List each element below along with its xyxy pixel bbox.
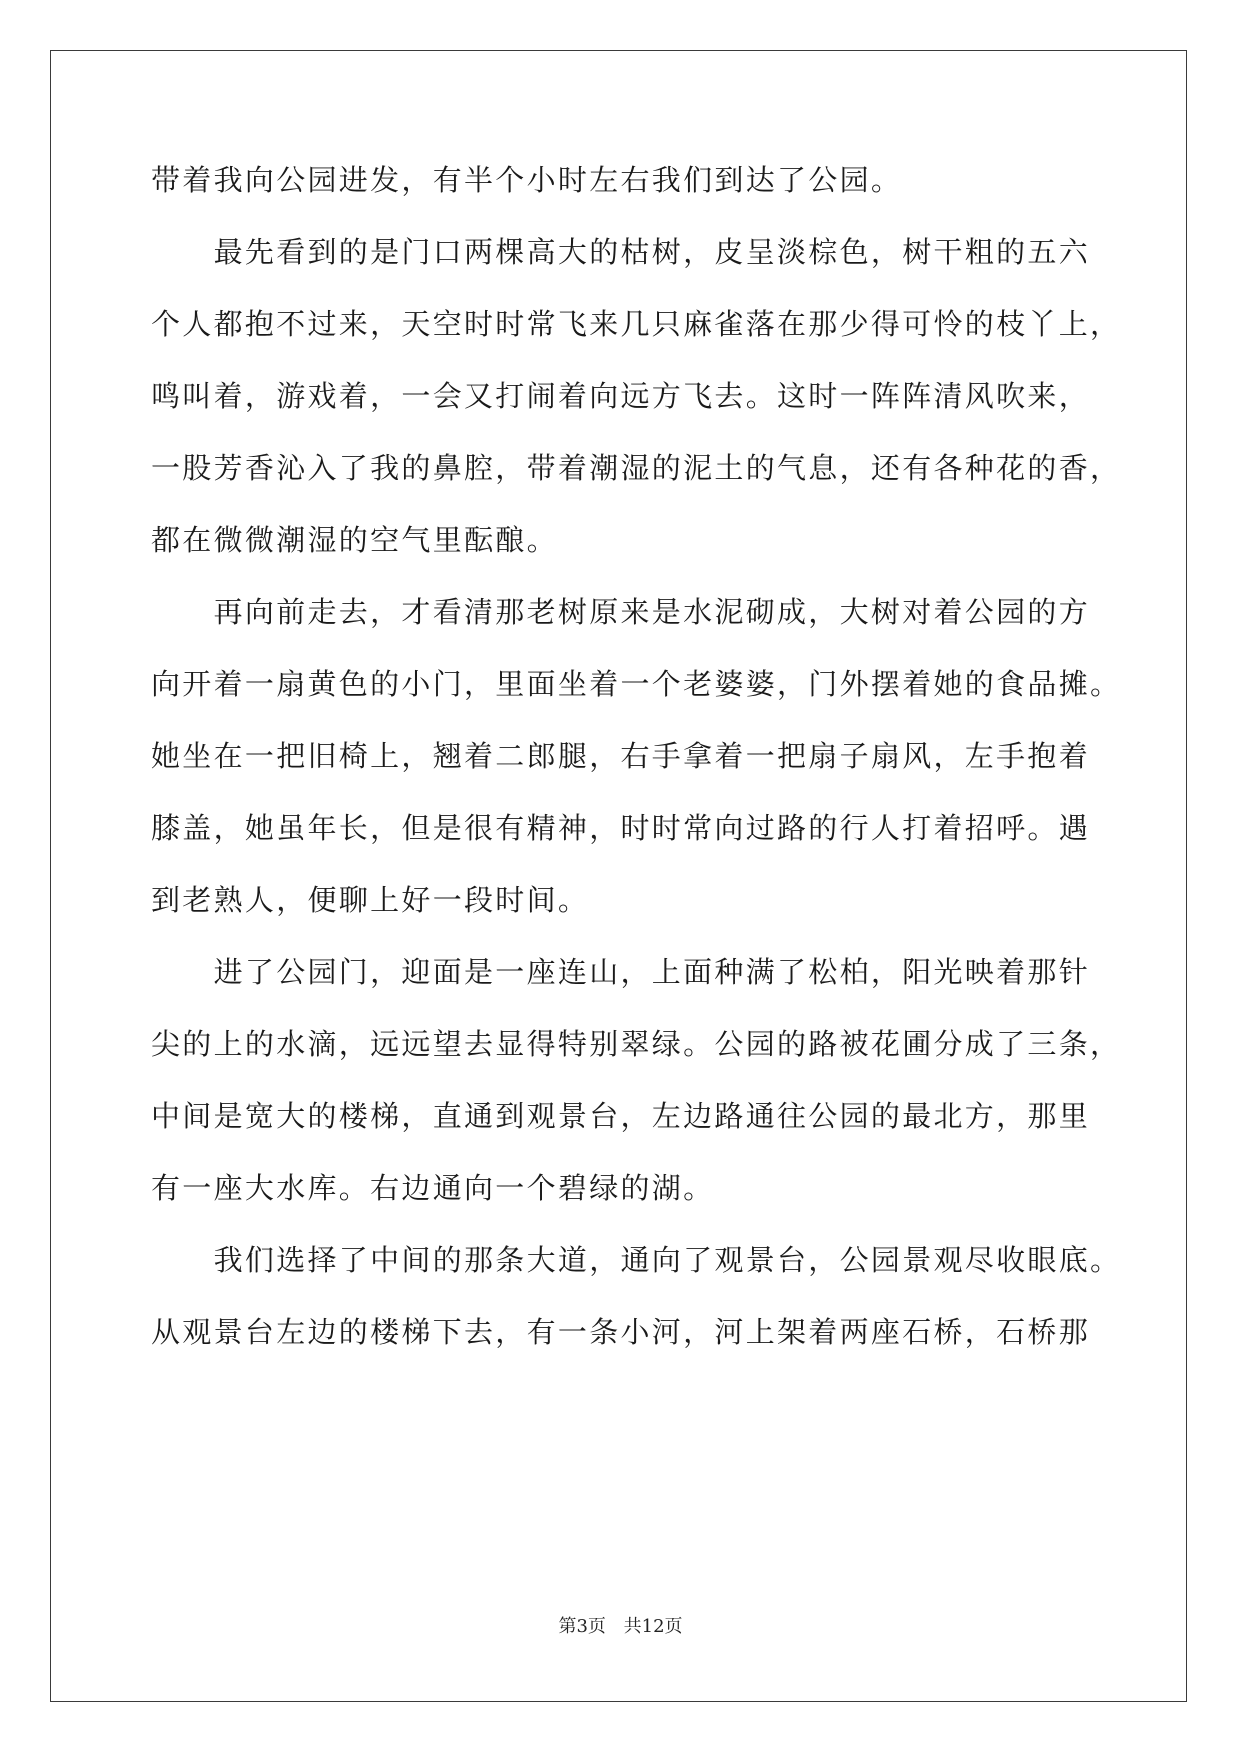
- text-line: 她坐在一把旧椅上，翘着二郎腿，右手拿着一把扇子扇风，左手抱着: [151, 739, 1091, 773]
- text-line: 我们选择了中间的那条大道，通向了观景台，公园景观尽收眼底。: [151, 1243, 1122, 1277]
- text-line: 都在微微潮湿的空气里酝酿。: [151, 523, 558, 557]
- text-line: 带着我向公园进发，有半个小时左右我们到达了公园。: [151, 163, 903, 197]
- text-line: 最先看到的是门口两棵高大的枯树，皮呈淡棕色，树干粗的五六: [151, 235, 1091, 269]
- text-line: 一股芳香沁入了我的鼻腔，带着潮湿的泥土的气息，还有各种花的香，: [151, 451, 1122, 485]
- page-footer: [0, 1612, 1241, 1638]
- text-line: 有一座大水库。右边通向一个碧绿的湖。: [151, 1171, 715, 1205]
- text-line: 中间是宽大的楼梯，直通到观景台，左边路通往公园的最北方，那里: [151, 1099, 1091, 1133]
- text-line: 向开着一扇黄色的小门，里面坐着一个老婆婆，门外摆着她的食品摊。: [151, 667, 1122, 701]
- text-line: 尖的上的水滴，远远望去显得特别翠绿。公园的路被花圃分成了三条，: [151, 1027, 1122, 1061]
- page-total: 共12页: [623, 1616, 683, 1637]
- page-number: 第3页: [558, 1616, 606, 1637]
- text-line: 从观景台左边的楼梯下去，有一条小河，河上架着两座石桥，石桥那: [151, 1315, 1091, 1349]
- text-line: 个人都抱不过来，天空时时常飞来几只麻雀落在那少得可怜的枝丫上，: [151, 307, 1122, 341]
- text-line: 鸣叫着，游戏着，一会又打闹着向远方飞去。这时一阵阵清风吹来，: [151, 379, 1091, 413]
- text-line: 到老熟人，便聊上好一段时间。: [151, 883, 590, 917]
- text-line: 膝盖，她虽年长，但是很有精神，时时常向过路的行人打着招呼。遇: [151, 811, 1091, 845]
- page-border: [50, 50, 1187, 1702]
- text-line: 再向前走去，才看清那老树原来是水泥砌成，大树对着公园的方: [151, 595, 1091, 629]
- text-line: 进了公园门，迎面是一座连山，上面种满了松柏，阳光映着那针: [151, 955, 1091, 989]
